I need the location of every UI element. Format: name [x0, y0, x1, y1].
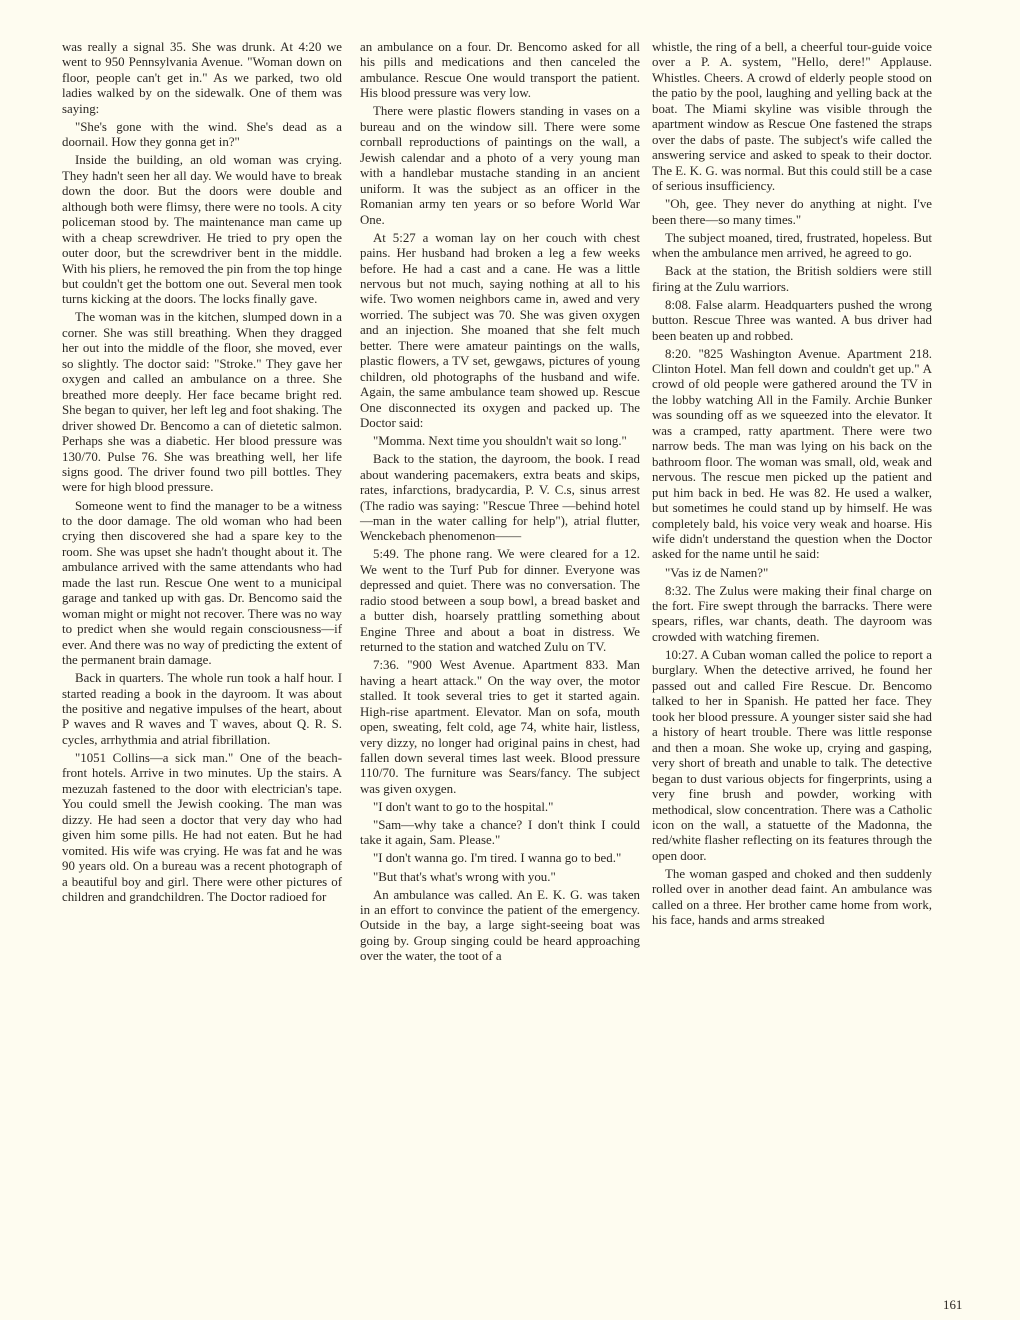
text-column-1	[62, 40, 342, 908]
paragraph: "She's gone with the wind. She's dead as a doornail. How they gonna get in?"	[62, 119, 342, 150]
paragraph: Inside the building, an old woman was crying. They hadn't seen her all day. We would have to break down the door. But the doors were double and although both were flimsy, there were no tools. A city policeman stood by. The maintenance man came up with a cheap screwdriver. He tried to pry open the outer door, but the screwdriver bent in the middle. With his pliers, he removed the pin from the top hinge but couldn't get the bottom one out. Several men took turns kicking at the doors. The locks finally gave.	[62, 153, 342, 307]
paragraph: The woman was in the kitchen, slumped down in a corner. She was still breathing. When they dragged her out into the middle of the floor, she moved, ever so slightly. The doctor said: "Stroke." They gave her oxygen and called an ambulance on a three. She breathed more deeply. Her face became bright red. She began to quiver, her left leg and foot shaking. The driver showed Dr. Bencomo a can of dietetic salmon. Perhaps she was a diabetic. Her blood pressure was 130/70. Pulse 76. She was breathing well, her life signs good. The driver found two pill bottles. They were for high blood pressure.	[62, 310, 342, 495]
paragraph: was really a signal 35. She was drunk. At 4:20 we went to 950 Pennsylvania Avenue. "Woman down on floor, people can't get in." As we parked, two old ladies walked by on the sidewalk. One of them was saying:	[62, 40, 342, 116]
paragraph: "Oh, gee. They never do anything at night. I've been there—so many times."	[652, 197, 932, 227]
paragraph: Back in quarters. The whole run took a half hour. I started reading a book in the dayroom. It was about the positive and negative impulses of the heart, about P waves and R waves and T waves, about Q. R. S. cycles, arrhythmia and atrial fibrillation.	[62, 671, 342, 747]
paragraph: At 5:27 a woman lay on her couch with chest pains. Her husband had broken a leg a few weeks before. He had a cast and a cane. He was a little nervous but not much, saying nothing at all to his wife. Two women neighbors came in, awed and very worried. The subject was 70. She was given oxygen and an injection. She moaned that she felt much better. There were amateur paintings on the walls, plastic flowers, a TV set, gewgaws, pictures of young children, old photographs of the husband and wife. Again, the same ambulance team showed up. Rescue One disconnected its oxygen and packed up. The Doctor said:	[360, 230, 640, 431]
paragraph: an ambulance on a four. Dr. Bencomo asked for all his pills and medications and then canceled the ambulance. Rescue One would transport the patient. His blood pressure was very low.	[360, 40, 640, 101]
paragraph: An ambulance was called. An E. K. G. was taken in an effort to convince the patient of the emergency. Outside in the bay, a large sight-seeing boat was going by. Group singing could be heard approaching over the water, the toot of a	[360, 887, 640, 964]
text-column-2	[360, 40, 640, 967]
paragraph: The subject moaned, tired, frustrated, hopeless. But when the ambulance men arrived, he agreed to go.	[652, 230, 932, 261]
paragraph: There were plastic flowers standing in vases on a bureau and on the window sill. There were some cornball reproductions of paintings on the wall, a Jewish calendar and a photo of a very young man with a handlebar mustache standing in an ancient uniform. It was the subject as an officer in the Romanian army ten years or so before World War One.	[360, 104, 640, 227]
paragraph: Someone went to find the manager to be a witness to the door damage. The old woman who had been crying then discovered she had a spare key to the room. She was upset she hadn't thought about it. The ambulance arrived with the same attendants who had made the last run. Rescue One went to a municipal garage and tanked up with gas. Dr. Bencomo said the woman might or might not recover. There was no way to predict when she would regain consciousness—if ever. And there was no way of predicting the extent of the permanent brain damage.	[62, 498, 342, 668]
paragraph: "But that's what's wrong with you."	[373, 869, 556, 884]
paragraph: 10:27. A Cuban woman called the police to report a burglary. When the detective arrived, he found her passed out and called Fire Rescue. Dr. Bencomo talked to her in Spanish. He patted her face. They took her blood pressure. A younger sister said she had a history of heart trouble. There was little response and then a moan. She woke up, crying and gasping, very short of breath and unable to talk. The detective began to dust various objects for fingerprints, using a very fine brush and powder, working with methodical, slow concentration. There was a Catholic icon on the wall, a statuette of the Madonna, the red/white flasher reflecting on its features through the open door.	[652, 647, 932, 863]
paragraph: 5:49. The phone rang. We were cleared for a 12. We went to the Turf Pub for dinner. Everyone was depressed and quiet. There was no conversation. The radio stood between a soup bowl, a bread basket and a butter dish, hoarsely prattling something about Engine Three and about a boat in distress. We returned to the station and watched Zulu on TV.	[360, 547, 640, 655]
text-column-3	[652, 40, 932, 931]
paragraph: whistle, the ring of a bell, a cheerful tour-guide voice over a P. A. system, "Hello, dere!" Applause. Whistles. Cheers. A crowd of elderly people stood on the patio by the pool, laughing and yelling back at the boat. The Miami skyline was visible through the apartment window as Rescue One fastened the straps over the dabs of paste. The subject's wife called the answering service and asked to speak to their doctor. The E. K. G. was normal. But this could still be a case of serious insufficiency.	[652, 40, 932, 194]
paragraph: Back at the station, the British soldiers were still firing at the Zulu warriors.	[652, 264, 932, 294]
paragraph: The woman gasped and choked and then suddenly rolled over in another dead faint. An ambulance was called on a three. Her brother came home from work, his face, hands and arms streaked	[652, 866, 932, 928]
page-number: 161	[943, 1298, 963, 1312]
paragraph: "Momma. Next time you shouldn't wait so long."	[373, 434, 627, 449]
paragraph: "I don't want to go to the hospital."	[373, 799, 554, 814]
paragraph: "Vas iz de Namen?"	[665, 565, 769, 580]
paragraph: 8:08. False alarm. Headquarters pushed the wrong button. Rescue Three was wanted. A bus driver had been beaten up and robbed.	[652, 297, 932, 343]
paragraph: "1051 Collins—a sick man." One of the beach-front hotels. Arrive in two minutes. Up the stairs. A mezuzah fastened to the door with electrician's tape. You could smell the Jewish cooking. The man was dizzy. He had seen a doctor that very day who had given him some pills. He had not eaten. But he had vomited. His wife was crying. He was fat and he was 90 years old. On a bureau was a recent photograph of a beautiful boy and girl. There were other pictures of children and grandchildren. The Doctor radioed for	[62, 750, 342, 905]
paragraph: "Sam—why take a chance? I don't think I could take it again, Sam. Please."	[360, 817, 640, 848]
paragraph: "I don't wanna go. I'm tired. I wanna go to bed."	[373, 851, 622, 866]
paragraph: 7:36. "900 West Avenue. Apartment 833. Man having a heart attack." On the way over, the motor stalled. It took several tries to get it started again. High-rise apartment. Elevator. Man on sofa, mouth open, sweating, felt cold, age 74, white hair, listless, very dizzy, no longer had original pains in chest, had fallen down several times last week. Blood pressure 110/70. The furniture was Sears/fancy. The subject was given oxygen.	[360, 658, 640, 796]
paragraph: 8:32. The Zulus were making their final charge on the fort. Fire swept through the barracks. There were spears, rifles, war chants, death. The dayroom was crowded with watching firemen.	[652, 583, 932, 644]
paragraph: 8:20. "825 Washington Avenue. Apartment 218. Clinton Hotel. Man fell down and couldn't get up." A crowd of old people were gathered around the TV in the lobby watching All in the Family. Archie Bunker was sounding off as we squeezed into the elevator. It was a cramped, ratty apartment. There were two narrow beds. The man was lying on his back on the bathroom floor. The woman was small, old, weak and nervous. The rescue men picked up the patient and put him back in bed. He was 82. He used a walker, but sometimes he could stand up by himself. He was completely bald, his voice very weak and hoarse. His wife didn't understand the question when the Doctor asked for the name until he said:	[652, 346, 932, 562]
paragraph: Back to the station, the dayroom, the book. I read about wandering pacemakers, extra beats and skips, rates, infarctions, bradycardia, P. V. C.s, sinus arrest (The radio was saying: "Rescue Three —behind hotel—man in the water calling for help"), atrial flutter, Wenckebach phenomenon——	[360, 452, 640, 544]
